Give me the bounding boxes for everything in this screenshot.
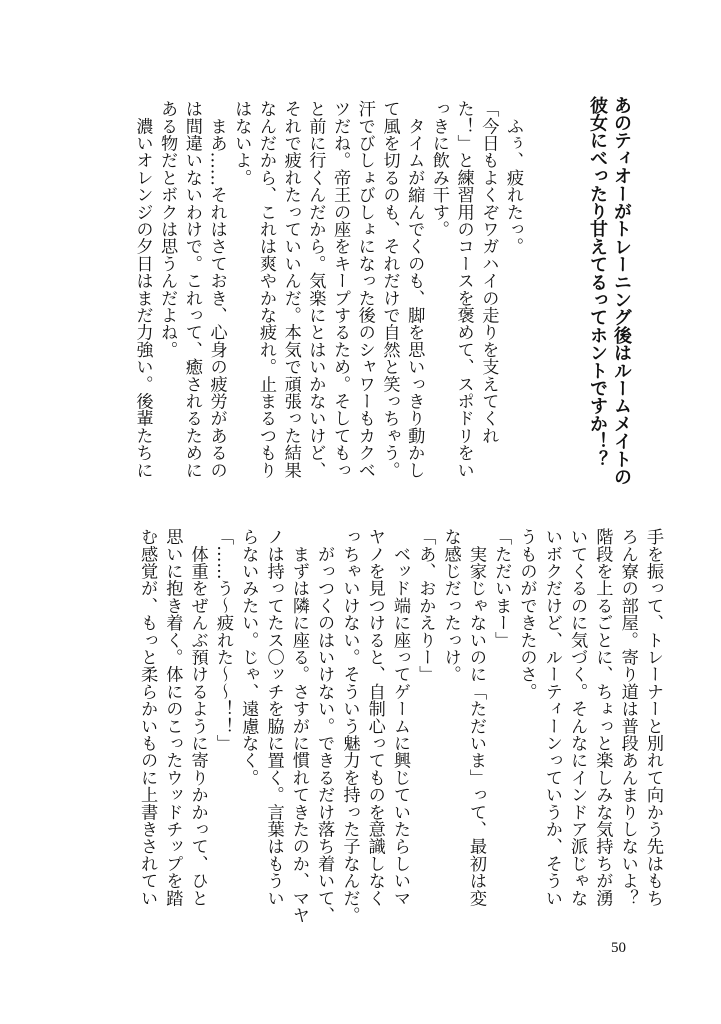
text-line: 思いに抱き着く。体にのこったウッドチップを踏 bbox=[162, 528, 183, 907]
text-line: ベッド端に座ってゲームに興じていたらしいマ bbox=[390, 528, 411, 907]
text-line: まあ……それはさておき、心身の疲労があるの bbox=[206, 100, 227, 479]
text-line: ノは持ってたス〇ッチを脇に置く。言葉はもうい bbox=[263, 528, 284, 907]
text-line: ツだね。帝王の座をキープするため。そしてもっ bbox=[330, 100, 351, 479]
text-line: 「……う～疲れた～～！！」 bbox=[212, 528, 233, 752]
title-line: あのティオーがトレーニング後はルームメイトの bbox=[611, 96, 632, 486]
text-line: ろん寮の部屋。寄り道は普段あんまりしないよ？ bbox=[617, 528, 638, 907]
text-line: 汗でびしょびしょになった後のシャワーもカクベ bbox=[354, 100, 375, 479]
title-line: 彼女にべったり甘えてるってホントですか！？ bbox=[587, 96, 608, 468]
text-line: た！」と練習用のコースを褒めて、スポドリをい bbox=[453, 100, 474, 479]
text-line: ヤノを見つけると、自制心ってものを意識しなく bbox=[364, 528, 385, 907]
text-line: ふぅ、疲れたっ。 bbox=[503, 100, 523, 255]
text-line: まずは隣に座る。さすがに慣れてきたのか、マヤ bbox=[288, 528, 309, 924]
text-line: て風を切るのも、それだけで自然と笑っちゃう。 bbox=[379, 100, 400, 479]
text-line: 体重をぜんぶ預けるように寄りかかって、ひと bbox=[187, 528, 208, 907]
text-line: と前に行くんだから。気楽にとはいかないけど、 bbox=[305, 100, 326, 479]
text-line: いボクだけど、ルーティーンっていうか、そうい bbox=[541, 528, 562, 907]
text-line: うものができたのさ。 bbox=[516, 528, 537, 700]
text-line: いてくるのに気づく。そんなにインドア派じゃな bbox=[567, 528, 588, 907]
text-line: がっつくのはいけない。できるだけ落ち着いて、 bbox=[314, 528, 335, 924]
text-line: 手を振って、トレーナーと別れて向かう先はもち bbox=[643, 528, 663, 907]
text-line: 「ただいまー」 bbox=[491, 528, 512, 649]
text-line: む感覚が、もっと柔らかいものに上書きされてい bbox=[137, 528, 158, 907]
text-line: はないよ。 bbox=[231, 100, 252, 186]
body-text-lower bbox=[134, 528, 665, 924]
text-line: なんだから、これは爽やかな疲れ。止まるつもり bbox=[255, 100, 276, 479]
text-line: な感じだったっけ。 bbox=[440, 528, 461, 683]
page-number: 50 bbox=[611, 940, 626, 956]
text-line: 階段を上るごとに、ちょっと楽しみな気持ちが湧 bbox=[592, 528, 613, 907]
text-line: それで疲れたっていいんだ。本気で頑張った結果 bbox=[280, 100, 301, 479]
text-line: 「あ、おかえりー」 bbox=[415, 528, 436, 683]
text-line: は間違いないわけで。これって、癒されるために bbox=[181, 100, 202, 479]
text-line: らないみたい。じゃ、遠慮なく。 bbox=[238, 528, 259, 786]
text-line: っきに飲み干す。 bbox=[428, 100, 449, 238]
text-line: 実家じゃないのに「ただいま」って、最初は変 bbox=[465, 528, 486, 907]
text-line: 濃いオレンジの夕日はまだ力強い。後輩たちに bbox=[132, 100, 153, 479]
text-line: タイムが縮んでくのも、脚を思いっきり動かし bbox=[404, 100, 425, 479]
text-line: 「今日もよくぞワガハイの走りを支えてくれ bbox=[478, 100, 499, 444]
text-line: ある物だとボクは思うんだよね。 bbox=[157, 100, 178, 358]
text-line: っちゃいけない。そういう魅力を持った子なんだ。 bbox=[339, 528, 360, 924]
body-text-upper bbox=[130, 100, 525, 490]
chapter-title bbox=[585, 96, 633, 496]
